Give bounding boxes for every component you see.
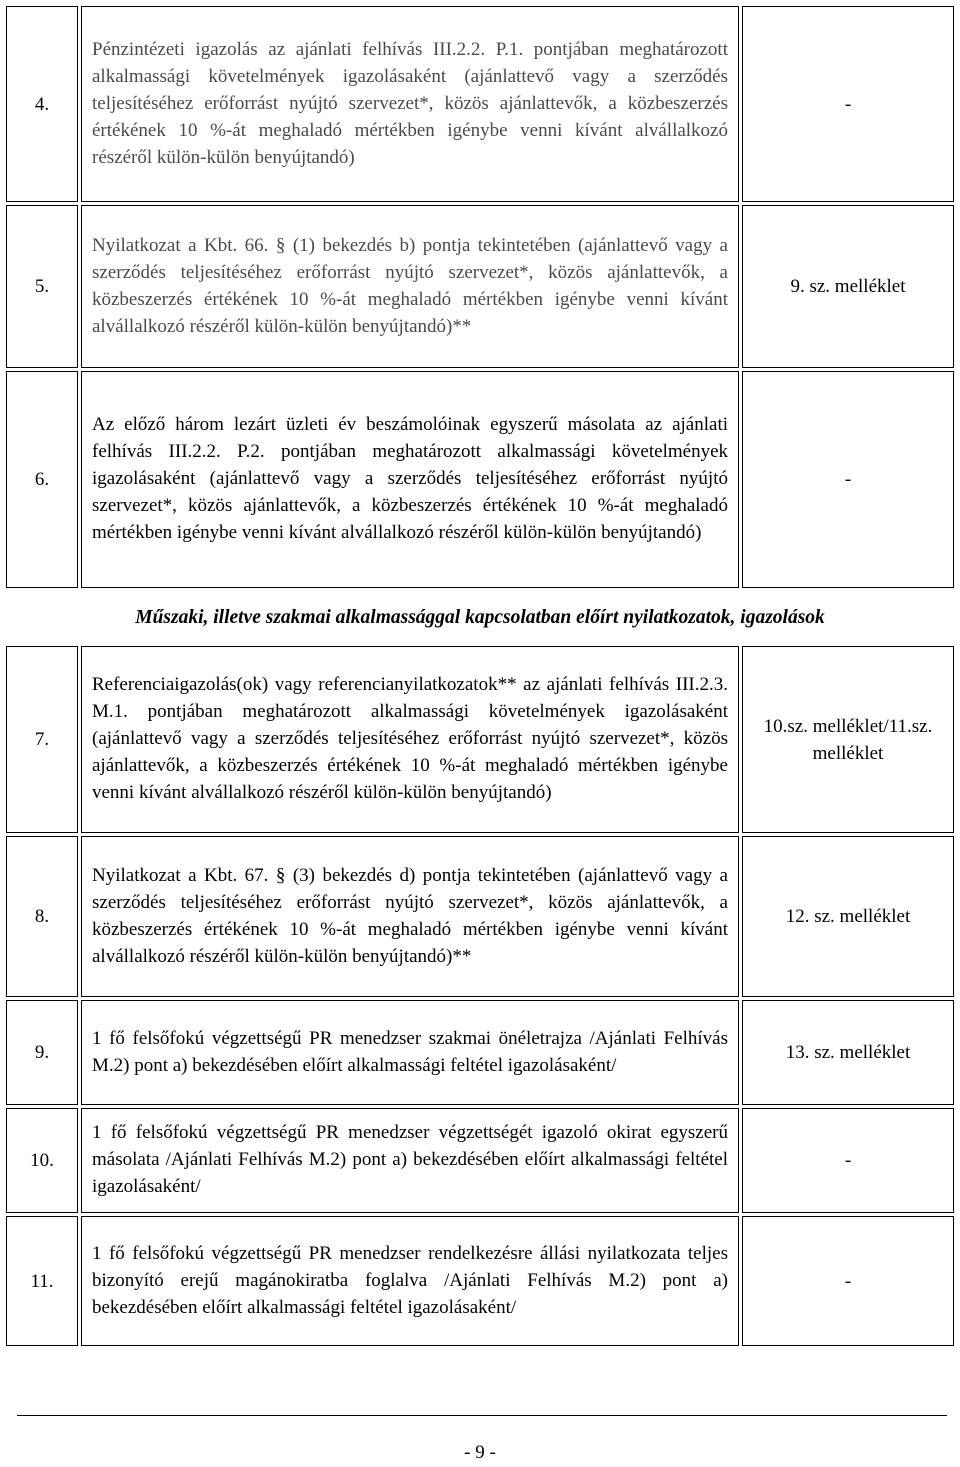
row-description: Az előző három lezárt üzleti év beszámolóinak egyszerű másolata az ajánlati felhívás III.2.2. P.2. pontjában meghatározott alkalmassági követelmények igazolásaként (ajánlattevő vagy a szerződés teljesítéséhez erőforrást nyújtó szervezet*, közös ajánlattevők, a közbeszerzés értékének 10 %-át meghaladó mértékben igénybe venni kívánt alvállalkozó részéről külön-külön benyújtandó) [81, 371, 739, 588]
row-number: 5. [6, 205, 78, 368]
table-row [6, 646, 954, 833]
row-number: 4. [6, 6, 78, 202]
row-attachment: 12. sz. melléklet [742, 836, 954, 997]
footer-divider [17, 1415, 947, 1416]
row-description: Referenciaigazolás(ok) vagy referencianyilatkozatok** az ajánlati felhívás III.2.3. M.1. pontjában meghatározott alkalmassági követelmények igazolásaként (ajánlattevő vagy a szerződés teljesítéséhez erőforrást nyújtó szervezet*, közös ajánlattevők, a közbeszerzés értékének 10 %-át meghaladó mértékben igénybe venni kívánt alvállalkozó részéről külön-külön benyújtandó) [81, 646, 739, 833]
table-row [6, 6, 954, 202]
row-attachment: 13. sz. melléklet [742, 1000, 954, 1105]
page-number: - 9 - [464, 1442, 496, 1463]
table-row [6, 836, 954, 997]
table-row [6, 1216, 954, 1346]
requirements-table-bottom [3, 643, 957, 1349]
row-description: Nyilatkozat a Kbt. 67. § (3) bekezdés d) pontja tekintetében (ajánlattevő vagy a szerződés teljesítéséhez erőforrást nyújtó szervezet*, közös ajánlattevők, a közbeszerzés értékének 10 %-át meghaladó mértékben igénybe venni kívánt alvállalkozó részéről külön-külön benyújtandó)** [81, 836, 739, 997]
row-number: 11. [6, 1216, 78, 1346]
requirements-table-top [3, 3, 957, 591]
row-number: 6. [6, 371, 78, 588]
row-attachment: 10.sz. melléklet/11.sz. melléklet [742, 646, 954, 833]
table-row [6, 1108, 954, 1213]
row-number: 9. [6, 1000, 78, 1105]
table-row [6, 371, 954, 588]
row-attachment: - [742, 1108, 954, 1213]
table-row [6, 1000, 954, 1105]
row-description: 1 fő felsőfokú végzettségű PR menedzser végzettségét igazoló okirat egyszerű másolata /Ajánlati Felhívás M.2) pont a) bekezdésében előírt alkalmassági feltétel igazolásaként/ [81, 1108, 739, 1213]
row-attachment: - [742, 6, 954, 202]
row-description: Nyilatkozat a Kbt. 66. § (1) bekezdés b) pontja tekintetében (ajánlattevő vagy a szerződés teljesítéséhez erőforrást nyújtó szervezet*, közös ajánlattevők, a közbeszerzés értékének 10 %-át meghaladó mértékben igénybe venni kívánt alvállalkozó részéről külön-külön benyújtandó)** [81, 205, 739, 368]
row-attachment: - [742, 371, 954, 588]
section-heading: Műszaki, illetve szakmai alkalmassággal kapcsolatban előírt nyilatkozatok, igazolások [135, 607, 825, 628]
row-number: 10. [6, 1108, 78, 1213]
row-number: 8. [6, 836, 78, 997]
row-attachment: 9. sz. melléklet [742, 205, 954, 368]
document-page [3, 3, 957, 1349]
row-description: 1 fő felsőfokú végzettségű PR menedzser rendelkezésre állási nyilatkozata teljes bizonyító erejű magánokiratba foglalva /Ajánlati Felhívás M.2) pont a) bekezdésében előírt alkalmassági feltétel igazolásaként/ [81, 1216, 739, 1346]
row-attachment: - [742, 1216, 954, 1346]
row-description: 1 fő felsőfokú végzettségű PR menedzser szakmai önéletrajza /Ajánlati Felhívás M.2) pont a) bekezdésében előírt alkalmassági feltétel igazolásaként/ [81, 1000, 739, 1105]
table-row [6, 205, 954, 368]
row-description: Pénzintézeti igazolás az ajánlati felhívás III.2.2. P.1. pontjában meghatározott alkalmassági követelmények igazolásaként (ajánlattevő vagy a szerződés teljesítéséhez erőforrást nyújtó szervezet*, közös ajánlattevők, a közbeszerzés értékének 10 %-át meghaladó mértékben igénybe venni kívánt alvállalkozó részéről külön-külön benyújtandó) [81, 6, 739, 202]
row-number: 7. [6, 646, 78, 833]
